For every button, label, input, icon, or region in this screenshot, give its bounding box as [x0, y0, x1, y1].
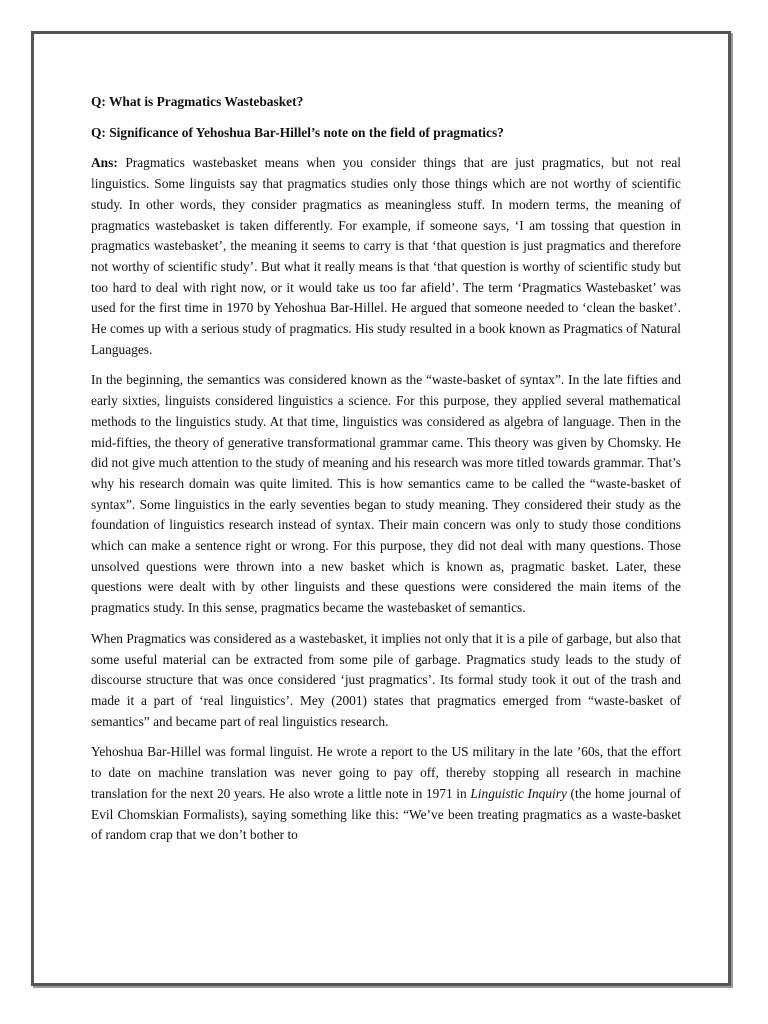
answer-paragraph-4-text-end: (the home journal of Evil Chomskian Formalists), saying something like this: “We’ve been treating pragmatics as a waste-basket of random crap that we don’t bother to	[91, 785, 681, 843]
answer-label: Ans:	[91, 155, 118, 171]
answer-paragraph-1-text: Pragmatics wastebasket means when you consider things that are just pragmatics, but not real linguistics. Some linguists say that pragmatics studies only those things which are not worthy of scientific study. In other words, they consider pragmatics as meaningless stuff. In modern terms, the meaning of pragmatics wastebasket is taken differently. For example, if someone says, ‘I am tossing that question in pragmatics wastebasket’, the meaning it seems to carry is that ‘that question is just pragmatics and therefore not worthy of scientific study’. But what it really means is that ‘that question is worthy of scientific study but too hard to deal with right now, or it would take us too far afield’. The term ‘Pragmatics Wastebasket’ was used for the first time in 1970 by Yehoshua Bar-Hillel. He argued that someone needed to ‘clean the basket’. He comes up with a serious study of pragmatics. His study resulted in a book known as Pragmatics of Natural Languages.	[91, 155, 681, 357]
question-2: Q: Significance of Yehoshua Bar-Hillel’s note on the field of pragmatics?	[91, 124, 504, 140]
answer-paragraph-1	[91, 153, 681, 360]
answer-paragraph-4-text-start: Yehoshua Bar-Hillel was formal linguist. He wrote a report to the US military in the late ’60s, that the effort to date on machine translation was never going to pay off, thereby stopping all research in machine translation for the next 20 years. He also wrote a little note in 1971 in	[91, 744, 681, 801]
journal-title: Linguistic Inquiry	[470, 785, 567, 801]
document-body	[91, 92, 681, 856]
document-page	[31, 31, 731, 986]
answer-paragraph-2: In the beginning, the semantics was considered known as the “waste-basket of syntax”. In the late fifties and early sixties, linguists considered linguistics a science. For this purpose, they applied several mathematical methods to the linguistics study. At that time, linguistics was considered as algebra of language. Then in the mid-fifties, the theory of generative transformational grammar came. This theory was given by Chomsky. He did not give much attention to the study of meaning and his research was more titled towards grammar. That’s why his research domain was quite limited. This is how semantics came to be called the “waste-basket of syntax”. Some linguistics in the early seventies began to study meaning. They considered their study as the foundation of linguistics research instead of syntax. Their main concern was only to study those conditions which can make a sentence right or wrong. For this purpose, they did not deal with many questions. Those unsolved questions were thrown into a new basket which is known as, pragmatic basket. Later, these questions were dealt with by other linguists and these questions were considered the main items of the pragmatics study. In this sense, pragmatics became the wastebasket of semantics.	[91, 372, 681, 616]
answer-paragraph-4	[91, 742, 681, 846]
question-1: Q: What is Pragmatics Wastebasket?	[91, 94, 304, 109]
answer-paragraph-3: When Pragmatics was considered as a wastebasket, it implies not only that it is a pile of garbage, but also that some useful material can be extracted from some pile of garbage. Pragmatics study leads to the study of discourse structure that was once considered ‘just pragmatics’. Its formal study took it out of the trash and made it a part of ‘real linguistics’. Mey (2001) states that pragmatics emerged from “waste-basket of semantics” and became part of real linguistics research.	[91, 630, 681, 729]
